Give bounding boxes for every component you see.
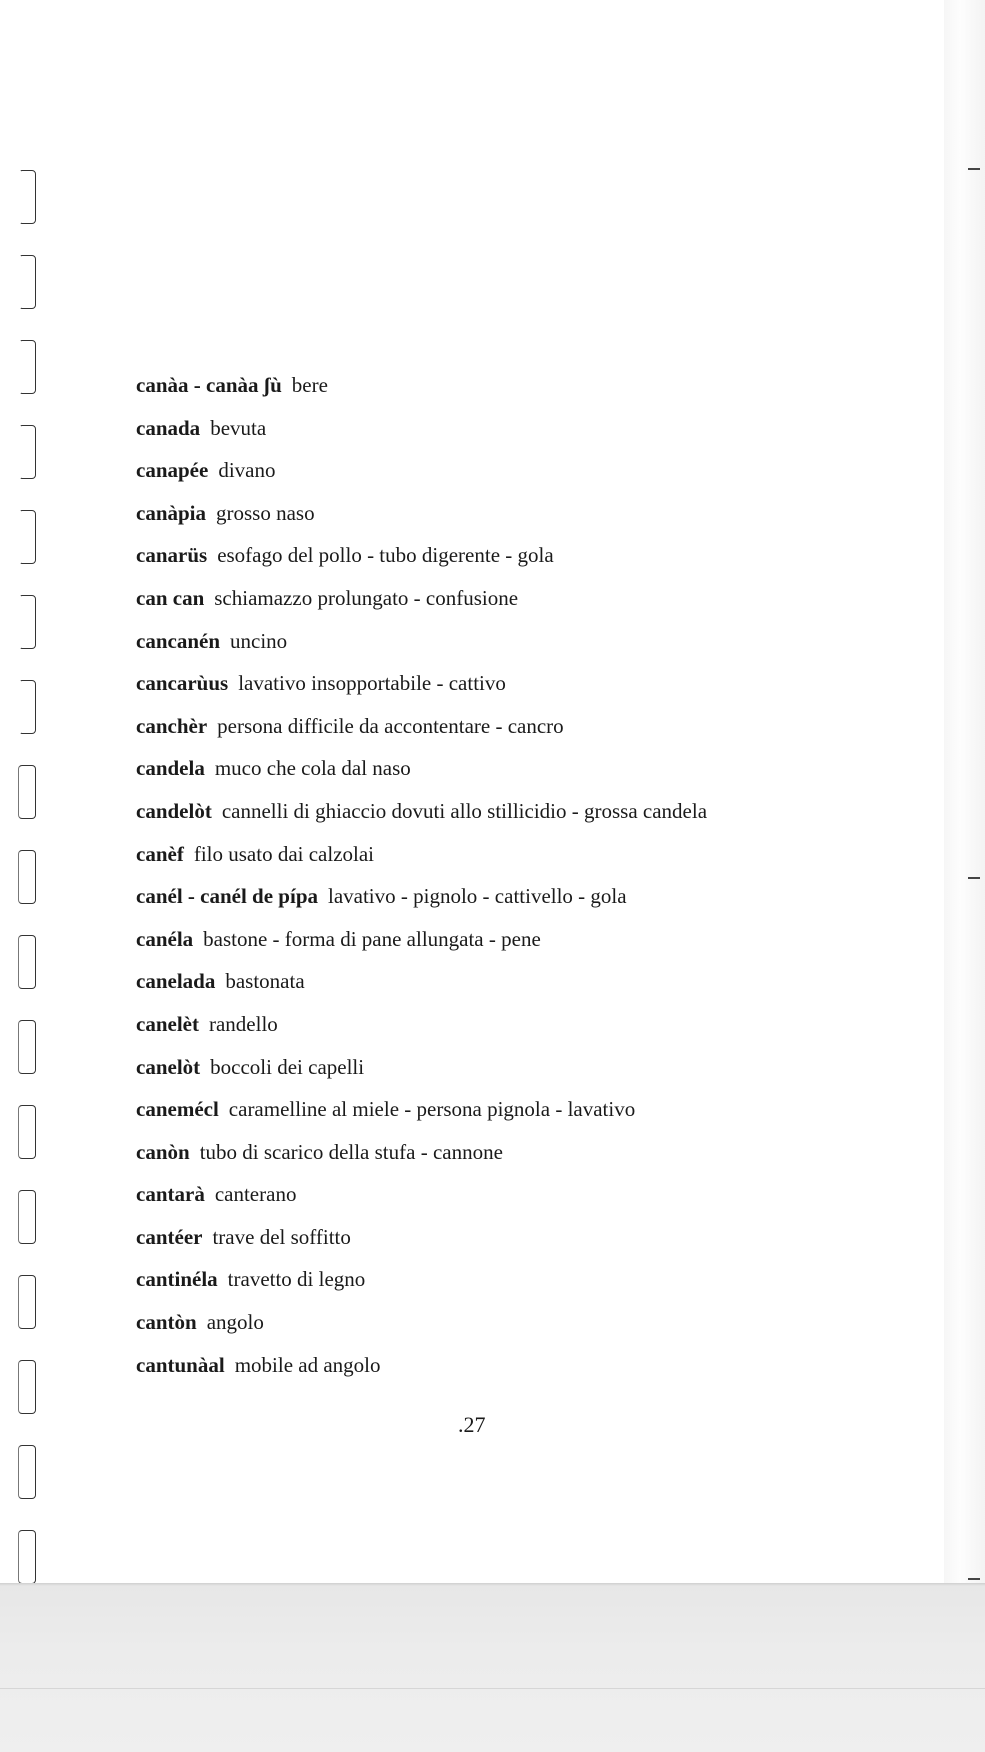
entry-term: canòn xyxy=(136,1139,190,1164)
binding-ring xyxy=(20,595,36,649)
dictionary-entry xyxy=(136,492,936,535)
entry-term: canchèr xyxy=(136,713,208,738)
dictionary-entry xyxy=(136,1173,936,1216)
dictionary-entry xyxy=(136,790,936,833)
dictionary-entry xyxy=(136,1046,936,1089)
binding-ring xyxy=(18,1445,36,1499)
dictionary-entry xyxy=(136,960,936,1003)
entry-term: canéla xyxy=(136,926,194,951)
entry-definition: boccoli dei capelli xyxy=(210,1054,365,1079)
dictionary-entries xyxy=(136,364,936,1386)
entry-term: canelòt xyxy=(136,1054,201,1079)
binding-ring xyxy=(18,1190,36,1244)
entry-term: cancarùus xyxy=(136,671,229,696)
binding-ring xyxy=(18,1020,36,1074)
binding-ring xyxy=(18,1530,36,1584)
entry-term: candelòt xyxy=(136,798,212,823)
dictionary-entry xyxy=(136,1088,936,1131)
dictionary-entry xyxy=(136,364,936,407)
dictionary-entry xyxy=(136,449,936,492)
entry-definition: filo usato dai calzolai xyxy=(193,841,375,866)
entry-definition: grosso naso xyxy=(216,500,315,525)
entry-definition: esofago del pollo - tubo digerente - gola xyxy=(217,543,554,568)
entry-term: canelada xyxy=(136,969,216,994)
entry-definition: schiamazzo prolungato - confusione xyxy=(214,585,519,610)
entry-term: cantéer xyxy=(136,1224,203,1249)
entry-term: can can xyxy=(136,585,205,610)
binding-ring xyxy=(20,425,36,479)
entry-definition: uncino xyxy=(230,628,288,653)
entry-term: canèf xyxy=(136,841,184,866)
entry-term: canada xyxy=(136,415,201,440)
entry-definition: trave del soffitto xyxy=(212,1224,351,1249)
entry-definition: bastonata xyxy=(225,969,305,994)
entry-term: canarüs xyxy=(136,543,208,568)
dictionary-entry xyxy=(136,407,936,450)
binding-ring xyxy=(18,1105,36,1159)
binding-ring xyxy=(20,510,36,564)
binding-ring xyxy=(18,850,36,904)
entry-definition: randello xyxy=(208,1011,278,1036)
entry-term: cantòn xyxy=(136,1310,197,1335)
dictionary-entry xyxy=(136,1216,936,1259)
entry-term: canemécl xyxy=(136,1097,219,1122)
entry-definition: bevuta xyxy=(210,415,267,440)
entry-definition: lavativo insopportabile - cattivo xyxy=(238,671,506,696)
dictionary-entry xyxy=(136,1131,936,1174)
binding-ring xyxy=(18,765,36,819)
dictionary-entry xyxy=(136,534,936,577)
entry-definition: muco che cola dal naso xyxy=(214,756,411,781)
scan-bottom-margin xyxy=(0,1583,985,1752)
scan-bottom-line xyxy=(0,1688,985,1689)
entry-definition: persona difficile da accontentare - cancro xyxy=(217,713,564,738)
dictionary-entry xyxy=(136,833,936,876)
entry-definition: bastone - forma di pane allungata - pene xyxy=(203,926,541,951)
page-right-edge xyxy=(944,0,985,1585)
dictionary-entry xyxy=(136,875,936,918)
entry-definition: mobile ad angolo xyxy=(234,1352,381,1377)
entry-definition: angolo xyxy=(206,1310,264,1335)
entry-term: canelèt xyxy=(136,1011,199,1036)
dictionary-entry xyxy=(136,705,936,748)
entry-definition: divano xyxy=(218,458,276,483)
entry-term: candela xyxy=(136,756,205,781)
binding-ring xyxy=(18,1275,36,1329)
binding-ring xyxy=(20,170,36,224)
edge-mark xyxy=(968,168,980,170)
entry-definition: cannelli di ghiaccio dovuti allo stillicidio - grossa candela xyxy=(221,798,708,823)
dictionary-entry xyxy=(136,1003,936,1046)
dictionary-entry xyxy=(136,662,936,705)
entry-definition: travetto di legno xyxy=(227,1267,366,1292)
entry-term: canàpia xyxy=(136,500,207,525)
entry-term: canàa - canàa ʃù xyxy=(136,373,282,397)
dictionary-entry xyxy=(136,747,936,790)
entry-term: canél - canél de pípa xyxy=(136,884,318,909)
binding-ring xyxy=(18,935,36,989)
binding-ring xyxy=(20,680,36,734)
entry-term: cantinéla xyxy=(136,1267,218,1292)
page-number: .27 xyxy=(458,1412,486,1437)
binding-ring xyxy=(20,340,36,394)
entry-definition: caramelline al miele - persona pignola - lavativo xyxy=(228,1097,636,1122)
dictionary-entry xyxy=(136,577,936,620)
dictionary-entry xyxy=(136,918,936,961)
dictionary-entry xyxy=(136,620,936,663)
edge-mark xyxy=(968,877,980,879)
spiral-binding xyxy=(14,170,46,1590)
entry-definition: bere xyxy=(291,373,328,397)
dictionary-entry xyxy=(136,1301,936,1344)
binding-ring xyxy=(20,255,36,309)
entry-definition: lavativo - pignolo - cattivello - gola xyxy=(328,884,627,909)
entry-term: cantarà xyxy=(136,1182,205,1207)
binding-ring xyxy=(18,1360,36,1414)
entry-term: cancanén xyxy=(136,628,220,653)
entry-definition: tubo di scarico della stufa - cannone xyxy=(199,1139,503,1164)
dictionary-entry xyxy=(136,1258,936,1301)
entry-term: canapée xyxy=(136,458,209,483)
entry-term: cantunàal xyxy=(136,1352,225,1377)
dictionary-entry xyxy=(136,1344,936,1387)
edge-mark xyxy=(968,1578,980,1580)
entry-definition: canterano xyxy=(214,1182,297,1207)
